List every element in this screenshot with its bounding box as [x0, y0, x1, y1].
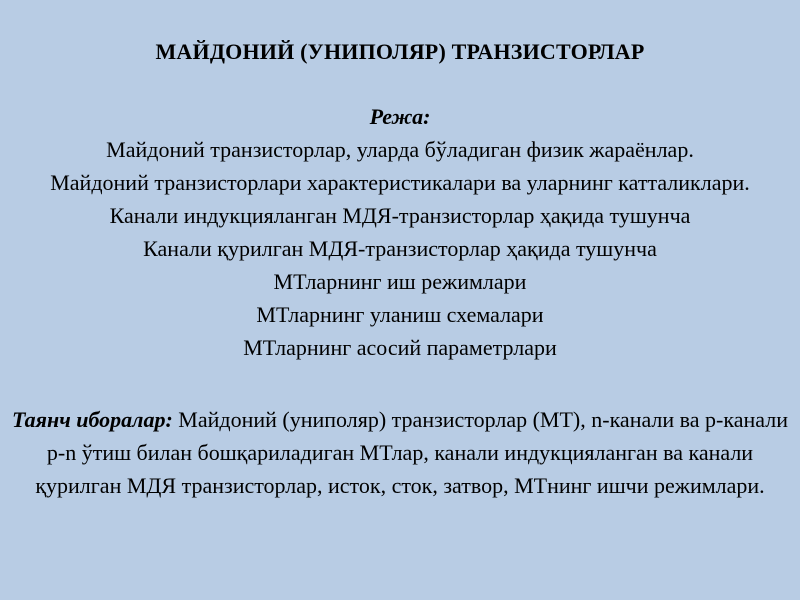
plan-item: Канали индукцияланган МДЯ-транзисторлар ҳақида тушунча — [109, 203, 691, 228]
plan-item: МТларнинг асосий параметрлари — [243, 335, 557, 360]
keywords-label: Таянч иборалар: — [12, 407, 173, 432]
plan-item: МТларнинг иш режимлари — [273, 269, 527, 294]
plan-heading: Режа: — [369, 104, 431, 129]
plan-item: Майдоний транзисторлар, уларда бўладиган физик жараёнлар. — [106, 137, 694, 162]
plan-item: МТларнинг уланиш схемалари — [256, 302, 544, 327]
plan-list — [0, 133, 800, 364]
plan-item: Майдоний транзисторлари характеристикалари ва уларнинг катталиклари. — [50, 170, 750, 195]
keywords-paragraph — [8, 403, 792, 502]
keywords-text: Майдоний (униполяр) транзисторлар (МТ), n-канали ва p-канали p-n ўтиш билан бошқариладиган МТлар, канали индукцияланган ва канали қурилган МДЯ транзисторлар, исток, сток, затвор, МТнинг ишчи режимлари. — [35, 407, 788, 498]
slide-title: МАЙДОНИЙ (УНИПОЛЯР) ТРАНЗИСТОРЛАР — [155, 39, 645, 64]
plan-item: Канали қурилган МДЯ-транзисторлар ҳақида тушунча — [143, 236, 657, 261]
